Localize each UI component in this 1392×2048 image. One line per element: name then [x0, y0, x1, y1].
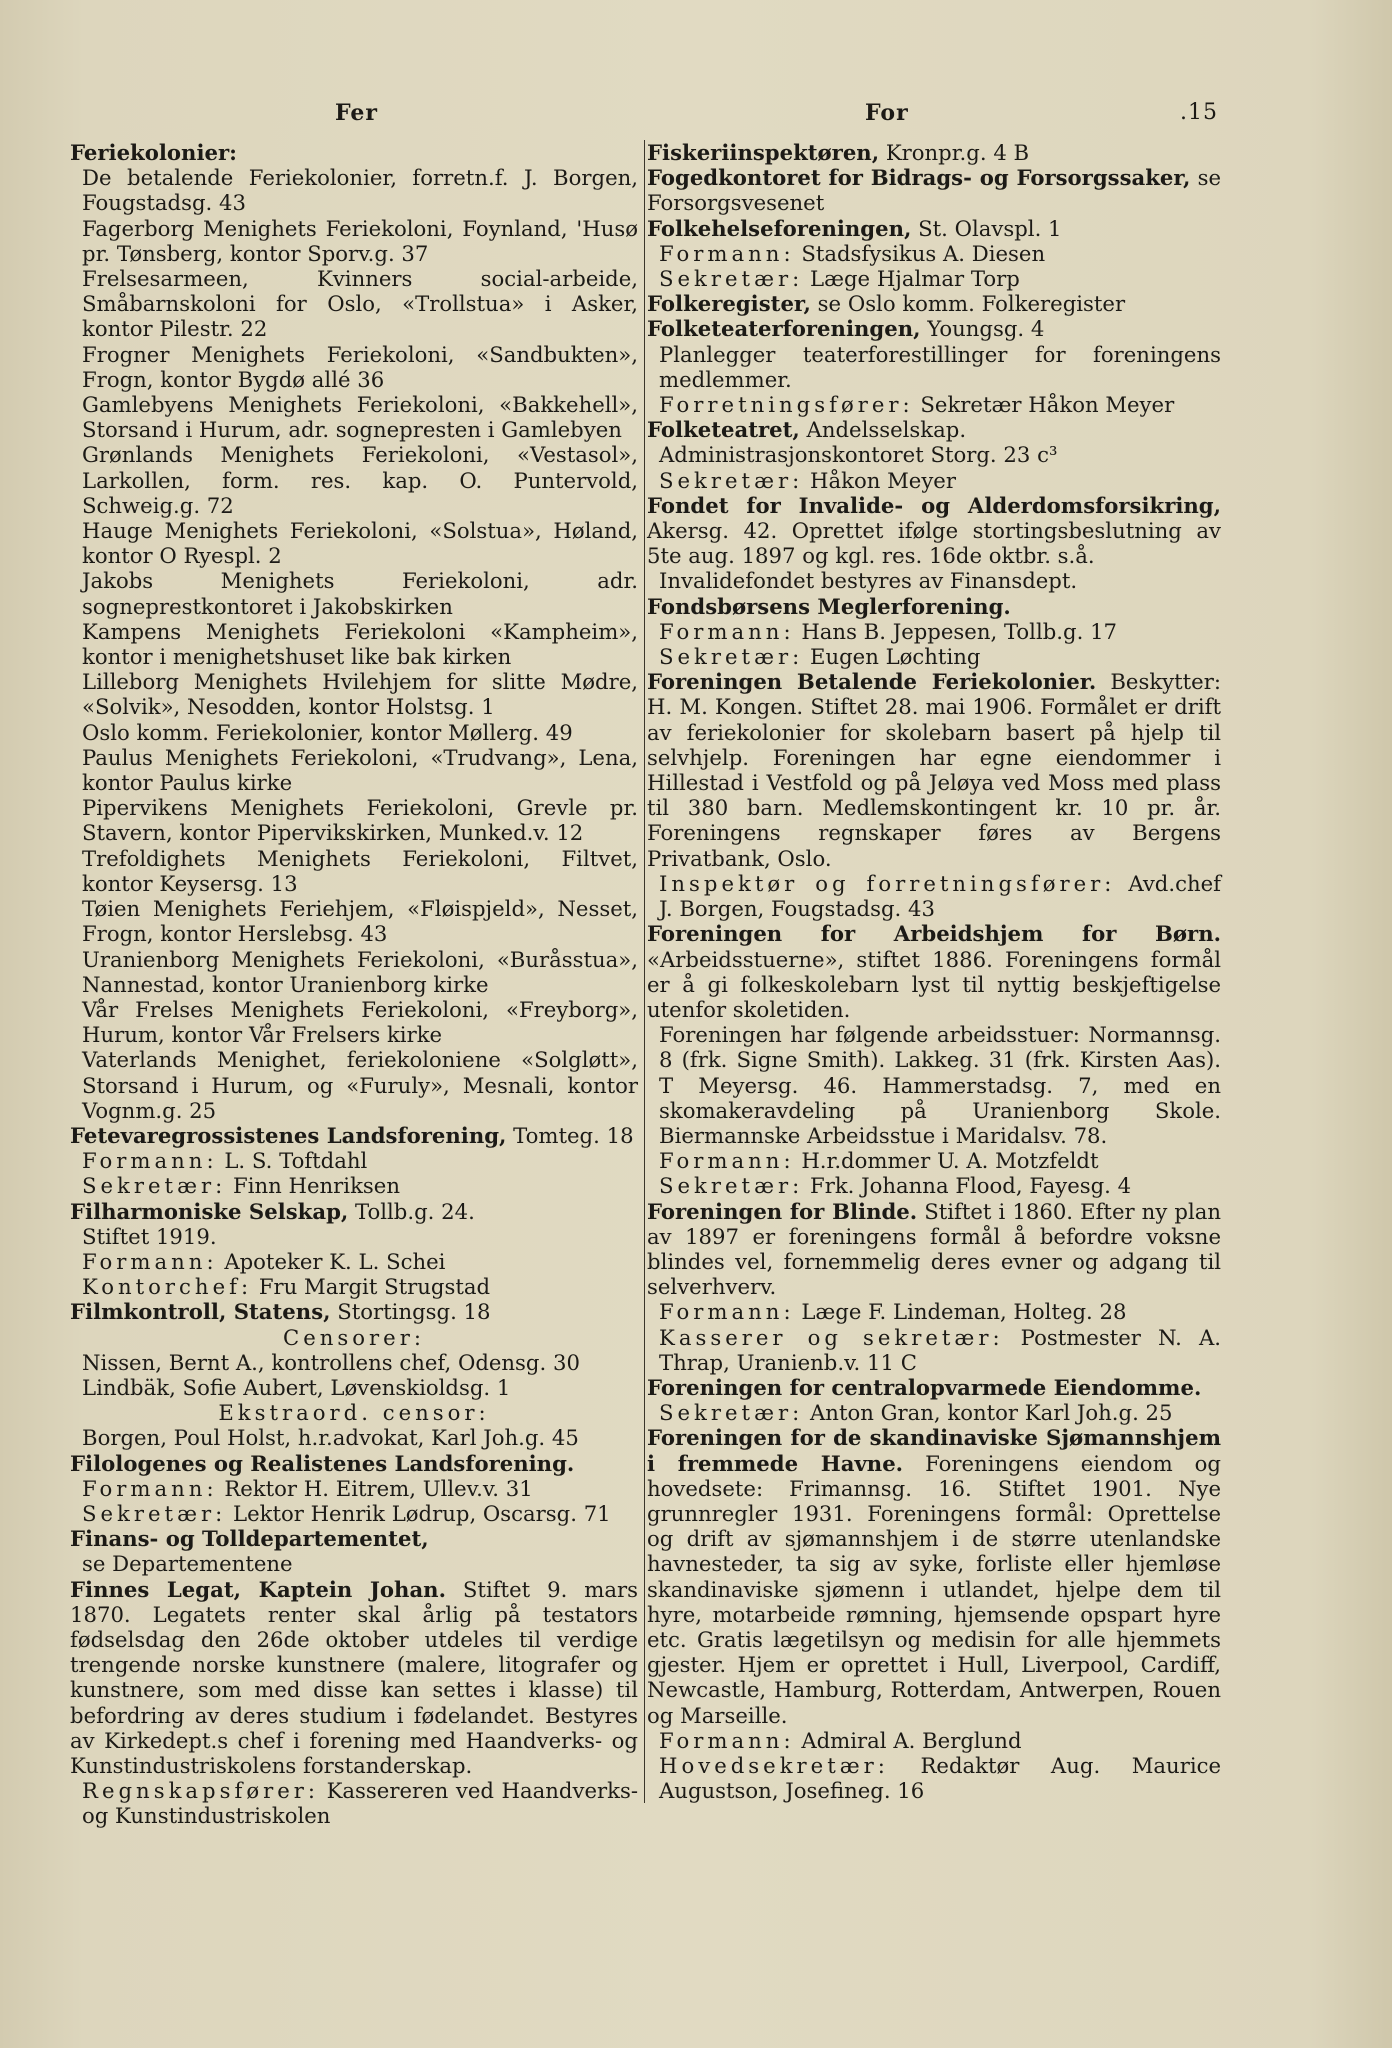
role-value: Lektor Henrik Lødrup, Oscarsg. 71 [226, 1500, 611, 1526]
role-label: Sekretær: [659, 467, 804, 493]
entry-role [647, 468, 1221, 493]
entry [647, 493, 1221, 569]
left-column [70, 140, 638, 1829]
entry-text: Tollb.g. 24. [348, 1198, 475, 1224]
entry-heading: Filharmoniske Selskap, [70, 1198, 349, 1224]
entry-heading: Finnes Legat, Kaptein Johan. [70, 1576, 446, 1602]
entry-line: Jakobs Menighets Feriekoloni, adr. sogneprestkontoret i Jakobskirken [82, 568, 638, 619]
right-column [644, 140, 1221, 1803]
role-value: Apoteker K. L. Schei [217, 1248, 446, 1274]
entry-line: Vår Frelses Menighets Feriekoloni, «Freyborg», Hurum, kontor Vår Frelsers kirke [82, 996, 638, 1048]
entry-line: Planlegger teaterforestillinger for foreningens medlemmer. [659, 341, 1221, 392]
role-label: Forretningsfører: [659, 392, 914, 418]
entry [647, 417, 1221, 442]
entry-heading: Fondsbørsens Meglerforening. [647, 593, 1011, 619]
entry-text: St. Olavspl. 1 [911, 215, 1062, 241]
entry-line: Frogner Menighets Feriekoloni, «Sandbukten», Frogn, kontor Bygdø allé 36 [82, 341, 638, 392]
entry-line: Invalidefondet bestyres av Finansdept. [659, 568, 1078, 594]
entry [70, 1299, 638, 1324]
entry [647, 165, 1221, 215]
entry-line: Borgen, Poul Holst, h.r.advokat, Karl Joh.g. 45 [82, 1425, 579, 1451]
entry-role [647, 1325, 1221, 1375]
entry-role [647, 1400, 1221, 1425]
role-value: Håkon Meyer [803, 467, 956, 493]
entry-role [647, 1299, 1221, 1324]
entry-role [647, 871, 1221, 921]
entry-line: Hauge Menighets Feriekoloni, «Solstua», Høland, kontor O Ryespl. 2 [82, 518, 638, 569]
role-label: Kontorchef: [82, 1274, 253, 1300]
entry-line: Gamlebyens Menighets Feriekoloni, «Bakkehell», Storsand i Hurum, adr. sognepresten i Gamlebyen [82, 392, 638, 443]
entry-heading: Feriekolonier: [70, 140, 237, 165]
role-value: H.r.dommer U. A. Motzfeldt [794, 1148, 1099, 1174]
entry-role [70, 1173, 638, 1198]
entry [647, 216, 1221, 241]
role-label: Hovedsekretær: [659, 1753, 889, 1778]
role-label: Formann: [659, 1727, 795, 1753]
entry-heading: Fiskeriinspektøren, [647, 140, 880, 165]
entry-heading: Foreningen for de skandinaviske Sjømannshjem i fremmede Havne. [647, 1425, 1221, 1476]
entry-heading: Foreningen Betalende Feriekolonier. [647, 669, 1097, 695]
role-value: Anton Gran, kontor Karl Joh.g. 25 [803, 1400, 1173, 1426]
entry-role [647, 241, 1221, 266]
entry [647, 291, 1221, 316]
entry-role [70, 1476, 638, 1501]
entry [647, 1425, 1221, 1727]
entry-heading: Foreningen for Blinde. [647, 1198, 918, 1224]
role-label: Formann: [82, 1148, 218, 1174]
entry [70, 1123, 638, 1148]
page-header [70, 100, 1220, 140]
role-label: Kasserer og sekretær: [659, 1324, 1004, 1350]
role-label: Sekretær: [82, 1173, 227, 1199]
role-label: Sekretær: [82, 1500, 227, 1526]
role-value: Redaktør Aug. Maurice Augustson, Josefineg. 16 [659, 1753, 1221, 1804]
entry-heading: Folketeaterforeningen, [647, 316, 921, 342]
role-value: Sekretær Håkon Meyer [913, 392, 1175, 418]
entry-role [647, 266, 1221, 291]
entry-line: De betalende Feriekolonier, forretn.f. J. Borgen, Fougstadsg. 43 [82, 165, 638, 216]
header-left-keyword: Fer [335, 100, 379, 126]
entry-role [70, 1249, 638, 1274]
entry-line: Uranienborg Menighets Feriekoloni, «Buråsstua», Nannestad, kontor Uranienborg kirke [82, 946, 638, 997]
entry-text: Tomteg. 18 [506, 1122, 634, 1148]
role-value: Kassereren ved Haandverks- og Kunstindustriskolen [82, 1778, 638, 1829]
entry-heading: Filmkontroll, Statens, [70, 1299, 331, 1325]
entry-line: se Departementene [82, 1551, 293, 1577]
role-label: Sekretær: [659, 644, 804, 670]
role-value: Læge Hjalmar Torp [803, 266, 1020, 292]
entry-line: Nissen, Bernt A., kontrollens chef, Odensg. 30 [82, 1349, 580, 1375]
entry-text: Stiftet 9. mars 1870. Legatets renter skal årlig på testators fødselsdag den 26de oktober utdeles til verdige trengende norske kunstnere (malere, litografer og kunstnere, som med disse kan settes i klasse) til befordring av deres studium i fødelandet. Bestyres av Kirkedept.s chef i forening med Haandverks- og Kunstindustriskolens forstanderskap. [70, 1576, 638, 1778]
role-value: Fru Margit Strugstad [252, 1274, 491, 1300]
entry-line: Lindbäk, Sofie Aubert, Løvenskioldsg. 1 [82, 1374, 511, 1400]
entry-role [70, 1501, 638, 1526]
role-label: Formann: [659, 240, 795, 266]
entry-line: Fagerborg Menighets Feriekoloni, Foynland, 'Husø pr. Tønsberg, kontor Sporv.g. 37 [82, 215, 638, 266]
entry-text: se Oslo komm. Folkeregister [810, 291, 1126, 317]
entry-role [647, 392, 1221, 417]
entry-text: Akersg. 42. Oprettet ifølge stortingsbeslutning av 5te aug. 1897 og kgl. res. 16de oktbr. s.å. [647, 518, 1221, 569]
entry-line: Foreningen har følgende arbeidsstuer: Normannsg. 8 (frk. Signe Smith). Lakkeg. 31 (frk. Kirsten Aas). T Meyersg. 46. Hammerstadsg. 7, med en skomakeravdeling på Uranienborg Skole. Biermannske Arbeidsstue i Maridalsv. 78. [659, 1022, 1221, 1148]
entry-text: Youngsg. 4 [920, 316, 1045, 342]
role-value: Hans B. Jeppesen, Tollb.g. 17 [794, 618, 1118, 644]
entry-heading: Fondet for Invalide- og Alderdomsforsikring, [647, 492, 1221, 518]
entry-role [647, 1148, 1221, 1173]
entry-heading: Folketeatret, [647, 417, 800, 443]
entry-text: «Arbeidsstuerne», stiftet 1886. Foreningens formål er å gi folkeskolebarn lyst til nyttig beskjeftigelse utenfor skoletiden. [647, 946, 1221, 1022]
role-label: Formann: [82, 1248, 218, 1274]
entry-role [647, 619, 1221, 644]
entry [647, 1199, 1221, 1300]
entry-text: Stiftet i 1860. Efter ny plan av 1897 er foreningens formål å befordre voksne blindes vel, fornemmelig deres evner og adgang til selverhverv. [647, 1198, 1221, 1300]
entry-heading: Folkeregister, [647, 291, 811, 317]
role-label: Formann: [659, 1299, 795, 1325]
role-value: Rektor H. Eitrem, Ullev.v. 31 [217, 1475, 533, 1501]
role-value: Eugen Løchting [803, 644, 981, 670]
entry [70, 1199, 638, 1224]
entry-line: Trefoldighets Menighets Feriekoloni, Filtvet, kontor Keysersg. 13 [82, 845, 638, 896]
entry-line: Paulus Menighets Feriekoloni, «Trudvang», Lena, kontor Paulus kirke [82, 744, 638, 796]
role-value: Frk. Johanna Flood, Fayesg. 4 [803, 1173, 1132, 1199]
page-number: .15 [1180, 100, 1218, 125]
role-value: Postmester N. A. Thrap, Uranienb.v. 11 C [659, 1324, 1221, 1375]
entry-heading: Foreningen for Arbeidshjem for Børn. [647, 921, 1221, 947]
entry-text: Stortingsg. 18 [330, 1299, 491, 1325]
entry-heading: Folkehelseforeningen, [647, 215, 912, 241]
entry-heading: Foreningen for centralopvarmede Eiendomme. [647, 1374, 1202, 1400]
role-value: Stadsfysikus A. Diesen [794, 240, 1046, 266]
entry-line: Pipervikens Menighets Feriekoloni, Grevle pr. Stavern, kontor Pipervikskirken, Munked.v. 12 [82, 795, 638, 846]
entry [647, 140, 1221, 165]
entry-line: Administrasjonskontoret Storg. 23 c³ [659, 442, 1058, 468]
entry-line: Stiftet 1919. [82, 1223, 217, 1249]
role-value: Admiral A. Berglund [794, 1727, 1022, 1753]
entry-role [70, 1778, 638, 1828]
entry-role [647, 1753, 1221, 1803]
entry-role [70, 1274, 638, 1299]
entry [647, 921, 1221, 1022]
entry-line: Grønlands Menighets Feriekoloni, «Vestasol», Larkollen, form. res. kap. O. Puntervold, Schweig.g. 72 [82, 442, 638, 518]
header-center-keyword: For [865, 100, 909, 126]
entry [70, 1577, 638, 1779]
entry-line: Oslo komm. Feriekolonier, kontor Møllerg. 49 [82, 719, 573, 745]
role-label: Inspektør og forretningsfører: [659, 870, 1116, 896]
entry-heading: Filologenes og Realistenes Landsforening. [70, 1450, 575, 1476]
role-label: Sekretær: [659, 266, 804, 292]
section-label: Censorer: [283, 1324, 425, 1350]
entry [647, 316, 1221, 341]
role-value: Avd.chef J. Borgen, Fougstadsg. 43 [659, 870, 1221, 922]
role-label: Formann: [82, 1475, 218, 1501]
entry-line: Kampens Menighets Feriekoloni «Kampheim», kontor i menighetshuset like bak kirken [82, 618, 638, 670]
entry-line: Tøien Menighets Feriehjem, «Fløispjeld», Nesset, Frogn, kontor Herslebsg. 43 [82, 896, 638, 947]
entry-text: Andelsselskap. [799, 417, 967, 443]
role-label: Regnskapsfører: [82, 1778, 320, 1804]
role-value: Læge F. Lindeman, Holteg. 28 [794, 1299, 1127, 1325]
entry [647, 669, 1221, 871]
entry-role [647, 644, 1221, 669]
role-label: Sekretær: [659, 1173, 804, 1199]
entry-text: Beskytter: H. M. Kongen. Stiftet 28. mai 1906. Formålet er drift av feriekolonier for skolebarn basert på hjelp til selvhjelp. Foreningen har egne eiendommer i Hillestad i Vestfold og på Jeløya ved Moss med plass til 380 barn. Medlemskontingent kr. 10 pr. år. Foreningens regnskaper føres av Bergens Privatbank, Oslo. [647, 669, 1221, 871]
entry-role [647, 1728, 1221, 1753]
entry-text: se Forsorgsvesenet [647, 165, 1221, 216]
role-value: Finn Henriksen [226, 1173, 400, 1199]
entry-heading: Fetevaregrossistenes Landsforening, [70, 1122, 507, 1148]
entry-heading: Fogedkontoret for Bidrags- og Forsorgssaker, [647, 165, 1191, 191]
entry-role [647, 1173, 1221, 1198]
entry-role [70, 1148, 638, 1173]
entry-line: Vaterlands Menighet, feriekoloniene «Solgløtt», Storsand i Hurum, og «Furuly», Mesnali, kontor Vognm.g. 25 [82, 1047, 638, 1123]
entry-text: Foreningens eiendom og hovedsete: Frimannsg. 16. Stiftet 1901. Nye grunnregler 1931. Foreningens formål: Oprettelse og drift av sjømannshjem i de større utenlandske havnesteder, ta sig av syke, forliste eller hjemløse skandinaviske sjømenn i utlandet, hjelpe dem til hyre, motarbeide rømning, hjemsende opspart hyre etc. Gratis lægetilsyn og medisin for alle hjemmets gjester. Hjem er oprettet i Hull, Liverpool, Cardiff, Newcastle, Hamburg, Rotterdam, Antwerpen, Rouen og Marseille. [647, 1450, 1221, 1728]
entry-heading: Finans- og Tolldepartementet, [70, 1526, 429, 1552]
entry-line: Lilleborg Menighets Hvilehjem for slitte Mødre, «Solvik», Nesodden, kontor Holstsg. 1 [82, 669, 638, 720]
section-label: Ekstraord. censor: [218, 1400, 490, 1426]
role-label: Sekretær: [659, 1400, 804, 1426]
role-label: Formann: [659, 1148, 795, 1174]
entry-line: Frelsesarmeen, Kvinners social-arbeide, Småbarnskoloni for Oslo, «Trollstua» i Asker, kontor Pilestr. 22 [82, 266, 638, 342]
role-value: L. S. Toftdahl [217, 1148, 368, 1174]
role-label: Formann: [659, 618, 795, 644]
entry-text: Kronpr.g. 4 B [879, 140, 1030, 165]
